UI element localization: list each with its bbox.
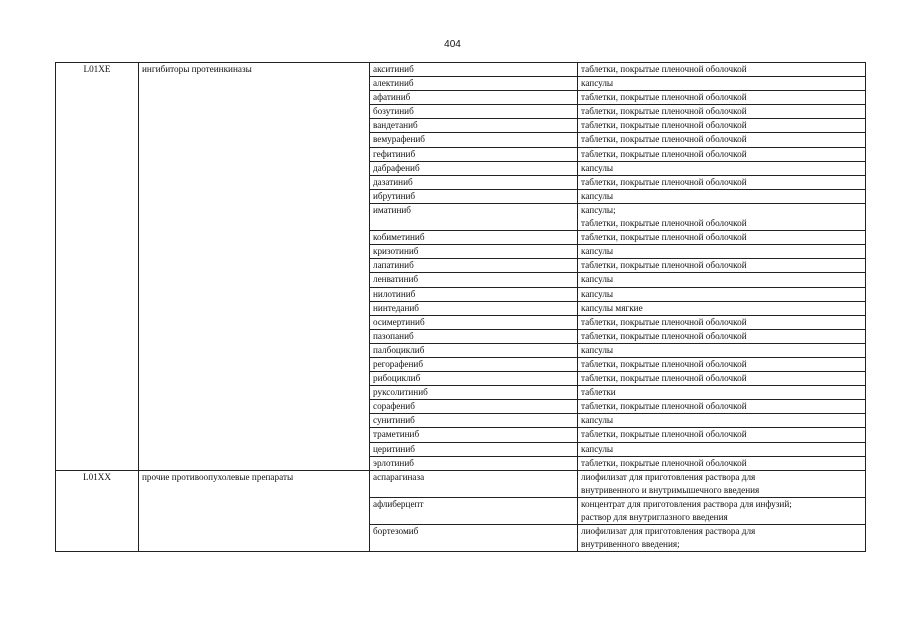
dosage-form-line: раствор для внутриглазного введения [581, 512, 728, 522]
dosage-form-cell [578, 301, 866, 315]
drug-name-cell: гефитиниб [370, 147, 578, 161]
dosage-form-line: лиофилизат для приготовления раствора для [581, 526, 756, 537]
drug-name-cell: алектиниб [370, 77, 578, 91]
dosage-form-line: капсулы [581, 288, 614, 299]
drug-name-cell: церитиниб [370, 442, 578, 456]
dosage-form-cell [578, 525, 866, 552]
dosage-form-line: капсулы [581, 246, 614, 257]
dosage-form-line: капсулы [581, 415, 614, 426]
dosage-form-line: таблетки, покрытые пленочной оболочкой [581, 316, 747, 327]
drug-name-cell: акситиниб [370, 63, 578, 77]
table-row [56, 470, 866, 497]
dosage-form-line: таблетки, покрытые пленочной оболочкой [581, 148, 747, 159]
dosage-form-line: концентрат для приготовления раствора для инфузий; [581, 498, 792, 509]
dosage-form-line: капсулы [581, 78, 614, 89]
dosage-form-cell [578, 470, 866, 497]
dosage-form-cell [578, 147, 866, 161]
dosage-form-cell [578, 231, 866, 245]
dosage-form-cell [578, 357, 866, 371]
drug-name-cell: лапатиниб [370, 259, 578, 273]
table-row [56, 63, 866, 77]
dosage-form-cell [578, 287, 866, 301]
dosage-form-line: лиофилизат для приготовления раствора для [581, 471, 756, 482]
dosage-form-cell [578, 442, 866, 456]
drug-name-cell: вандетаниб [370, 119, 578, 133]
dosage-form-line: таблетки, покрытые пленочной оболочкой [581, 260, 747, 271]
drug-name-cell: афатиниб [370, 91, 578, 105]
drug-name-cell: аспарагиназа [370, 470, 578, 497]
dosage-form-cell [578, 175, 866, 189]
dosage-form-line: капсулы мягкие [581, 302, 643, 313]
dosage-form-cell [578, 203, 866, 230]
dosage-form-line: таблетки, покрытые пленочной оболочкой [581, 330, 747, 341]
group-name-cell: прочие противоопухолевые препараты [139, 470, 370, 552]
dosage-form-line: внутривенного и внутримышечного введения [581, 484, 760, 495]
dosage-form-cell [578, 497, 866, 524]
dosage-form-cell [578, 63, 866, 77]
dosage-form-cell [578, 105, 866, 119]
drug-name-cell: иматиниб [370, 203, 578, 230]
dosage-form-line: капсулы [581, 190, 614, 201]
drug-name-cell: афлиберцепт [370, 497, 578, 524]
dosage-form-cell [578, 245, 866, 259]
drug-name-cell: бортезомиб [370, 525, 578, 552]
drug-name-cell: бозутиниб [370, 105, 578, 119]
drug-name-cell: траметиниб [370, 428, 578, 442]
drug-name-cell: дабрафениб [370, 161, 578, 175]
dosage-form-cell [578, 329, 866, 343]
dosage-form-cell [578, 161, 866, 175]
dosage-form-line: внутривенного введения; [581, 539, 680, 550]
atc-code-cell: L01XE [56, 63, 139, 471]
dosage-form-cell [578, 77, 866, 91]
dosage-form-line: таблетки, покрытые пленочной оболочкой [581, 457, 747, 468]
drug-name-cell: сорафениб [370, 400, 578, 414]
dosage-form-line: таблетки, покрытые пленочной оболочкой [581, 176, 747, 187]
dosage-form-line: капсулы; [581, 204, 616, 215]
drug-name-cell: регорафениб [370, 357, 578, 371]
drug-name-cell: вемурафениб [370, 133, 578, 147]
dosage-form-cell [578, 119, 866, 133]
dosage-form-line: таблетки, покрытые пленочной оболочкой [581, 92, 747, 103]
drug-name-cell: ибрутиниб [370, 189, 578, 203]
table-body [56, 63, 866, 552]
dosage-form-line: капсулы [581, 443, 614, 454]
dosage-form-cell [578, 414, 866, 428]
drug-name-cell: нилотиниб [370, 287, 578, 301]
drug-name-cell: нинтеданиб [370, 301, 578, 315]
dosage-form-cell [578, 386, 866, 400]
dosage-form-line: таблетки, покрытые пленочной оболочкой [581, 232, 747, 243]
dosage-form-cell [578, 133, 866, 147]
dosage-form-line: таблетки, покрытые пленочной оболочкой [581, 218, 747, 229]
dosage-form-line: таблетки, покрытые пленочной оболочкой [581, 134, 747, 145]
drug-name-cell: дазатиниб [370, 175, 578, 189]
drug-name-cell: сунитиниб [370, 414, 578, 428]
dosage-form-cell [578, 189, 866, 203]
dosage-form-line: таблетки, покрытые пленочной оболочкой [581, 358, 747, 369]
drug-name-cell: палбоциклиб [370, 343, 578, 357]
dosage-form-line: таблетки, покрытые пленочной оболочкой [581, 373, 747, 384]
dosage-form-line: капсулы [581, 344, 614, 355]
dosage-form-cell [578, 372, 866, 386]
dosage-form-cell [578, 91, 866, 105]
dosage-form-cell [578, 456, 866, 470]
drug-name-cell: кризотиниб [370, 245, 578, 259]
drug-name-cell: руксолитиниб [370, 386, 578, 400]
dosage-form-line: таблетки, покрытые пленочной оболочкой [581, 401, 747, 412]
dosage-form-cell [578, 273, 866, 287]
drug-name-cell: эрлотиниб [370, 456, 578, 470]
dosage-form-cell [578, 343, 866, 357]
drug-name-cell: пазопаниб [370, 329, 578, 343]
dosage-form-cell [578, 428, 866, 442]
dosage-form-line: таблетки, покрытые пленочной оболочкой [581, 64, 747, 74]
drug-name-cell: рибоциклиб [370, 372, 578, 386]
dosage-form-line: капсулы [581, 274, 614, 285]
dosage-form-line: таблетки [581, 387, 616, 398]
dosage-form-line: капсулы [581, 162, 614, 173]
dosage-form-cell [578, 315, 866, 329]
drug-name-cell: кобиметиниб [370, 231, 578, 245]
dosage-form-cell [578, 400, 866, 414]
drug-name-cell: ленватиниб [370, 273, 578, 287]
dosage-form-line: таблетки, покрытые пленочной оболочкой [581, 120, 747, 131]
dosage-form-line: таблетки, покрытые пленочной оболочкой [581, 429, 747, 440]
atc-code-cell: L01XX [56, 470, 139, 552]
dosage-form-cell [578, 259, 866, 273]
group-name-cell: ингибиторы протеинкиназы [139, 63, 370, 471]
page-number: 404 [444, 39, 461, 50]
drug-table [55, 62, 866, 552]
drug-name-cell: осимертиниб [370, 315, 578, 329]
dosage-form-line: таблетки, покрытые пленочной оболочкой [581, 106, 747, 117]
